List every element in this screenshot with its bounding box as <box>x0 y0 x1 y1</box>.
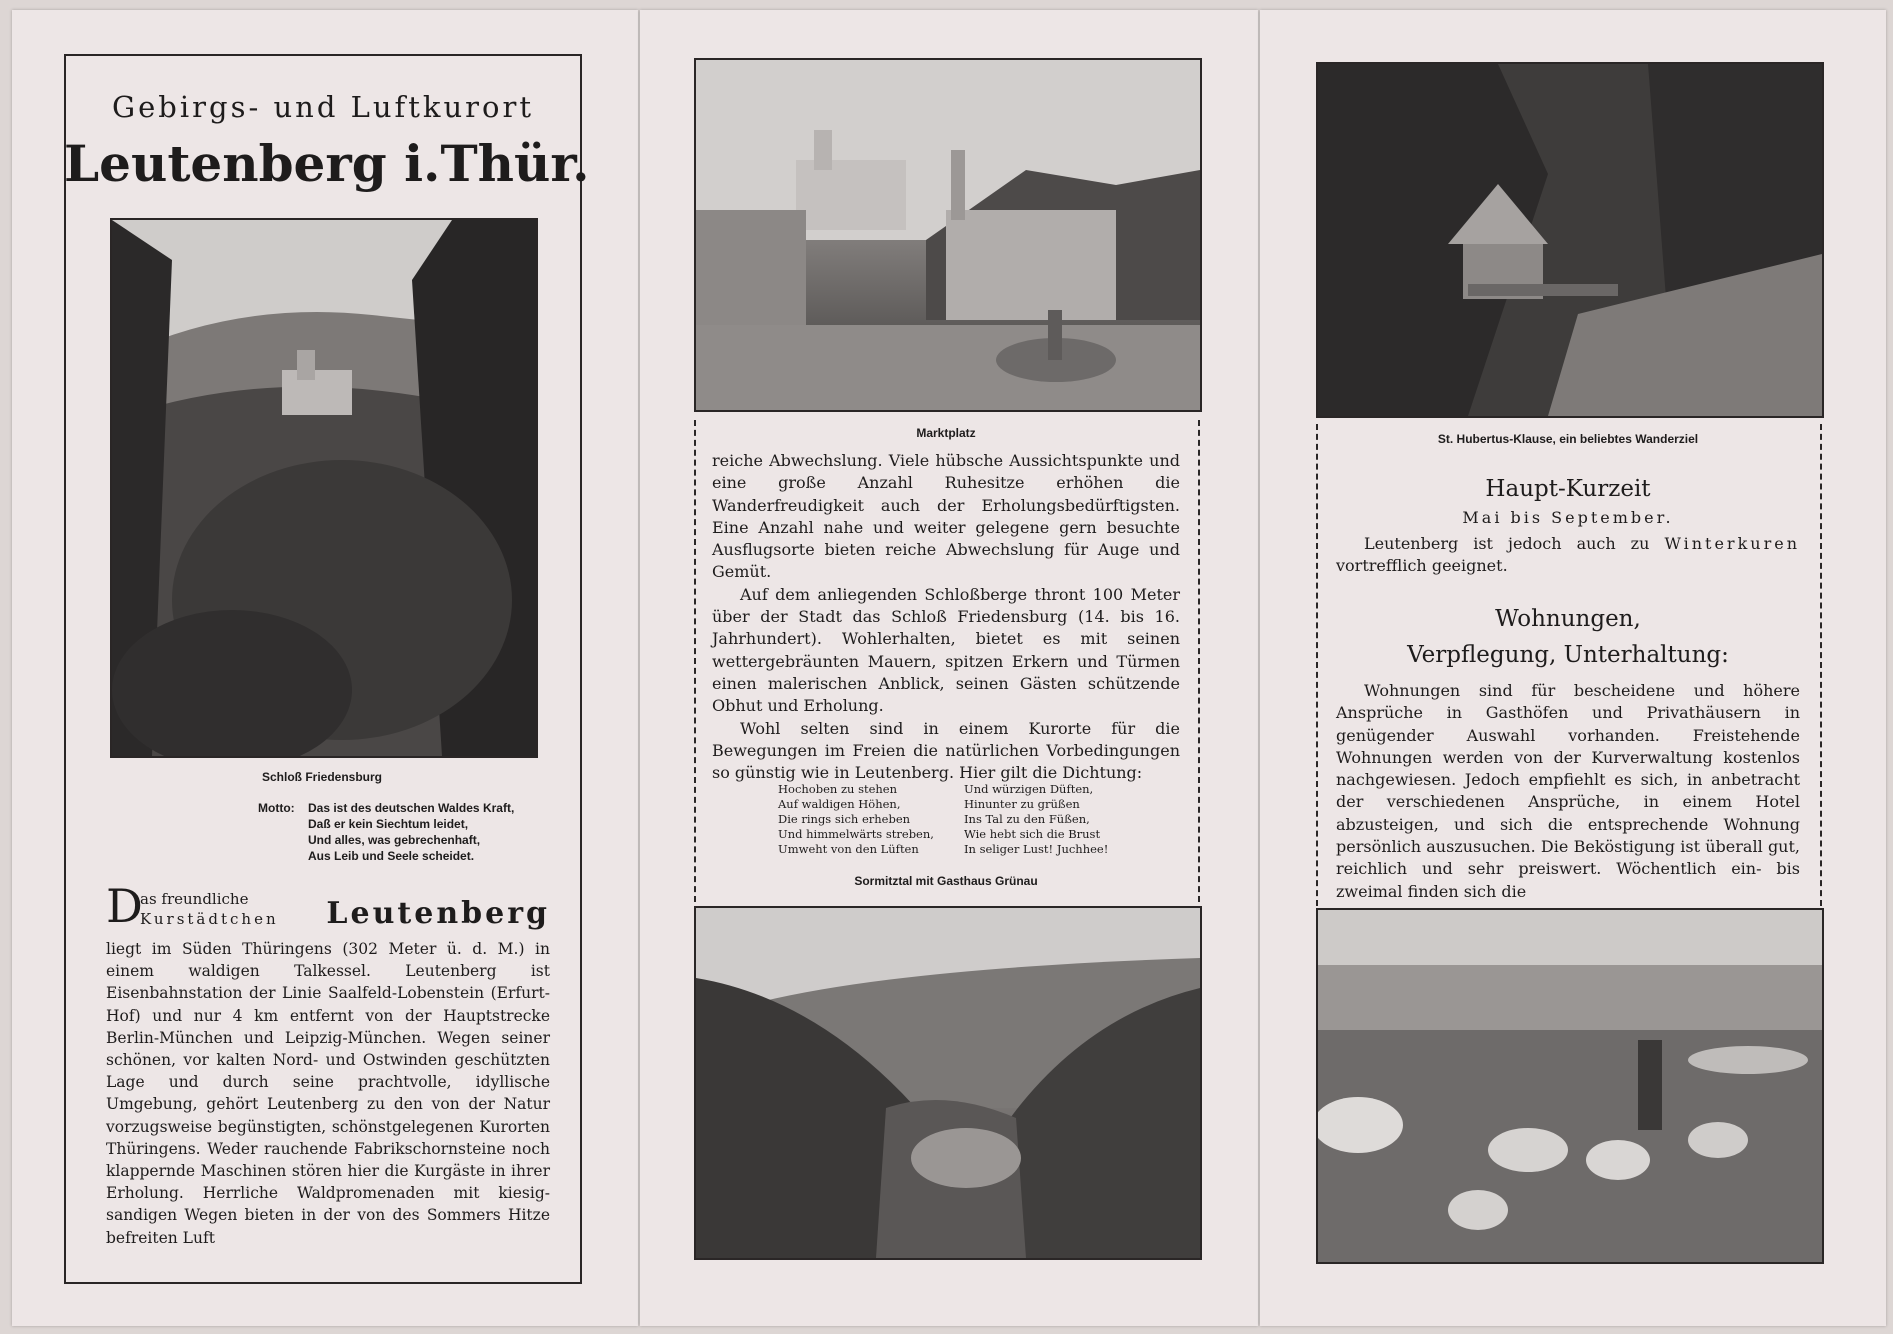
poem-line: Hochoben zu stehen <box>778 782 898 796</box>
poem-left-column <box>778 782 934 857</box>
middle-paragraph: Wohl selten sind in einem Kurorte für die Bewegungen im Freien die natürlichen Vorbedingungen so günstig wie in Leutenberg. Hier gilt die Dichtung: <box>712 718 1180 783</box>
poem-line: Ins Tal zu den Füßen, <box>964 812 1090 826</box>
middle-paragraph: reiche Abwechslung. Viele hübsche Aussichtspunkte und eine große Anzahl Ruhesitze erhöhen die Wanderfreudigkeit auch der Erholungsbedürftigsten. Eine Anzahl nahe und weiter gelegene gern besuchte Ausflugsorte bieten reiche Abwechslung für Auge und Gemüt. <box>712 451 1180 582</box>
intro-dropcap: D <box>106 879 143 933</box>
poem-line: Und himmelwärts streben, <box>778 827 934 841</box>
section-paragraph: Wohnungen sind für bescheidene und höhere Ansprüche in Gasthöfen und Privathäusern in genügender Auswahl vorhanden. Freistehende Wohnungen werden von der Kurverwaltung kostenlos nachgewiesen. Jedoch empfiehlt es sich, in anbetracht der verschiedenen Ansprüche, in einem Hotel abzusteigen, und sich die entsprechende Wohnung persönlich auszusuchen. Die Beköstigung ist überall gut, reichlich und sehr preiswert. Wöchentlich ein- bis zweimal finden sich die <box>1336 681 1800 901</box>
winter-paragraph <box>1336 533 1800 578</box>
poem-line: Und würzigen Düften, <box>964 782 1094 796</box>
winter-text <box>1336 533 1800 578</box>
marketplace-photo-caption: Marktplatz <box>916 426 976 440</box>
poem-line: In seliger Lust! Juchhee! <box>964 842 1109 856</box>
section-title-line1: Wohnungen, <box>1495 606 1641 632</box>
hubertus-photo <box>1316 62 1824 418</box>
motto <box>258 800 514 864</box>
winter-word: Winterkuren <box>1664 534 1800 553</box>
poem-right-column <box>964 782 1108 857</box>
column-border-left <box>694 420 696 902</box>
intro-town: Leutenberg <box>326 896 550 931</box>
sheep-photo <box>1316 908 1824 1264</box>
heading-subtitle: Gebirgs- und Luftkurort <box>111 90 535 124</box>
season-months: Mai bis September. <box>1462 508 1674 527</box>
winter-text-post: vortrefflich geeignet. <box>1336 556 1508 576</box>
intro-line1: as freundliche <box>140 890 249 908</box>
valley-photo <box>694 906 1202 1260</box>
poem-line: Die rings sich erheben <box>778 812 911 826</box>
heading-title: Leutenberg i.Thür. <box>64 134 590 193</box>
section-title-line2: Verpflegung, Unterhaltung: <box>1407 642 1729 668</box>
poem-line: Wie hebt sich die Brust <box>964 827 1101 841</box>
intro-heading <box>106 879 550 936</box>
motto-line: Daß er kein Siechtum leidet, <box>308 817 469 831</box>
marketplace-photo <box>694 58 1202 412</box>
intro-line2: Kurstädtchen <box>140 910 279 928</box>
motto-line: Und alles, was gebrechenhaft, <box>308 833 481 847</box>
left-panel <box>12 10 638 1326</box>
intro-text: liegt im Süden Thüringens (302 Meter ü. d. M.) in einem waldigen Talkessel. Leutenberg ist Eisenbahnstation der Linie Saalfeld-Lobenstein (Erfurt-Hof) und nur 4 km entfernt von der Hauptstrecke Berlin-München und Leipzig-München. Wegen seiner schönen, vor kalten Nord- und Ostwinden geschützten Lage und durch seine prachtvolle, idyllische Umgebung, gehört Leutenberg zu den von der Natur vorzugsweise begünstigten, schönstgelegenen Kurorten Thüringens. Weder rauchende Fabrikschornsteine noch klappernde Maschinen stören hier die Kurgäste in ihrer Erholung. Herrliche Waldpromenaden mit kiesig-sandigen Wegen bieten in der von des Sommers Hitze befreiten Luft <box>106 940 550 1247</box>
poem-line: Umweht von den Lüften <box>778 842 919 856</box>
season-title: Haupt-Kurzeit <box>1485 476 1651 502</box>
valley-photo-caption: Sormitztal mit Gasthaus Grünau <box>854 874 1038 888</box>
hubertus-photo-caption: St. Hubertus-Klause, ein beliebtes Wanderziel <box>1437 432 1699 446</box>
column-border-right <box>1820 424 1822 906</box>
castle-photo-caption: Schloß Friedensburg <box>261 770 382 784</box>
motto-line: Das ist des deutschen Waldes Kraft, <box>308 801 515 815</box>
section-text <box>1336 680 1800 903</box>
poem-line: Auf waldigen Höhen, <box>778 797 901 811</box>
winter-text-pre: Leutenberg ist jedoch auch zu <box>1364 534 1650 553</box>
middle-panel <box>640 10 1258 1326</box>
column-border-right <box>1198 420 1200 902</box>
castle-photo <box>110 218 538 758</box>
middle-paragraph: Auf dem anliegenden Schloßberge thront 100 Meter über der Stadt das Schloß Friedensburg (14. bis 16. Jahrhundert). Wohlerhalten, bietet es mit seinen wettergebräunten Mauern, spitzen Erkern und Türmen einen malerischen Anblick, seinen Gästen schützende Obhut und Erholung. <box>712 584 1180 716</box>
middle-text <box>712 450 1180 784</box>
motto-label: Motto: <box>258 801 295 815</box>
motto-line: Aus Leib und Seele scheidet. <box>308 849 475 863</box>
poem-line: Hinunter zu grüßen <box>964 797 1080 811</box>
right-panel <box>1260 10 1886 1326</box>
